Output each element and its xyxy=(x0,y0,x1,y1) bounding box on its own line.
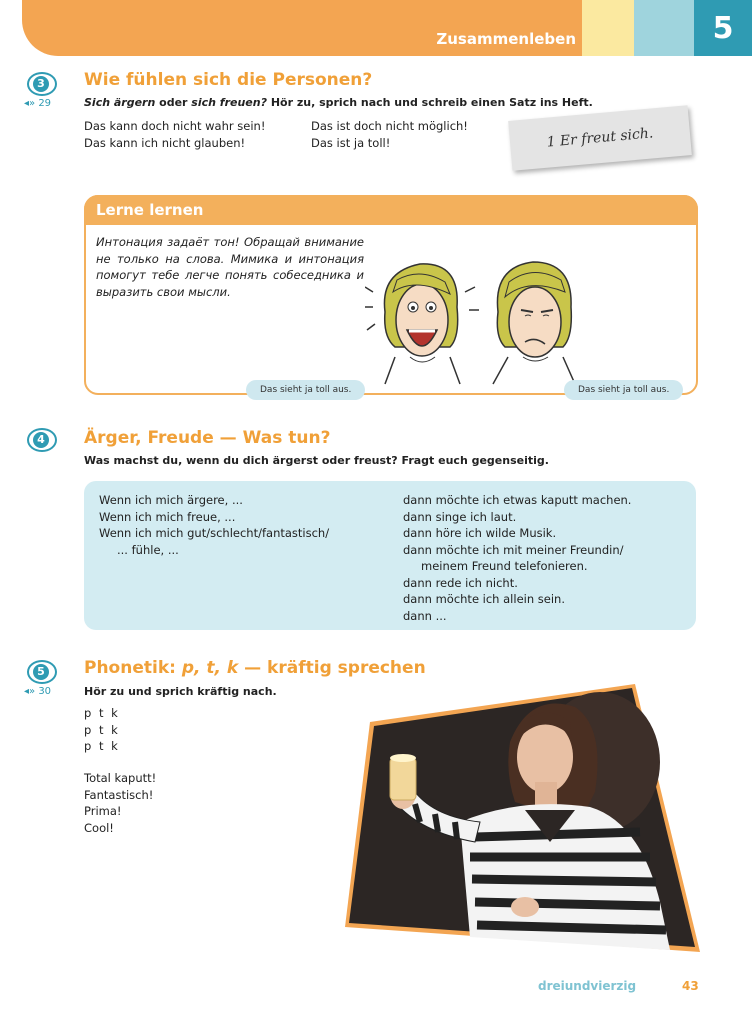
exercise-badge-3: 3 xyxy=(27,72,57,96)
exercise-5-instruction: Hör zu und sprich kräftig nach. xyxy=(84,685,277,698)
lerne-lernen-text: Интонация задаёт тон! Обращай внимание не только на слова. Мимика и интонация помогут тебе легче понять собеседника и выразить свои мысли. xyxy=(96,235,364,299)
exercise-3-title: Wie fühlen sich die Personen? xyxy=(84,70,373,90)
header-accent-teal xyxy=(634,0,694,56)
exercise-4-instruction: Was machst du, wenn du dich ärgerst oder freust? Fragt euch gegenseitig. xyxy=(84,454,549,467)
exercise-badge-4: 4 xyxy=(27,428,57,452)
lerne-lernen-title: Lerne lernen xyxy=(96,201,204,219)
header-accent-yellow xyxy=(582,0,634,56)
ptk-drill: p t k p t k p t k xyxy=(84,706,120,753)
example-note: 1 Er freut sich. xyxy=(508,105,692,170)
exercise-badge-5: 5 xyxy=(27,660,57,684)
exercise-4-title: Ärger, Freude — Was tun? xyxy=(84,428,331,448)
chapter-number: 5 xyxy=(694,0,752,56)
speech-bubble-right: Das sieht ja toll aus. xyxy=(564,380,683,400)
happy-face-icon xyxy=(365,264,479,384)
exercise-3-left-phrases: Das kann doch nicht wahr sein! Das kann ich nicht glauben! xyxy=(84,119,266,150)
exercise-3-instruction: Sich ärgern oder sich freuen? Hör zu, sprich nach und schreib einen Satz ins Heft. xyxy=(84,96,593,109)
section-title: Zusammenleben xyxy=(436,30,576,48)
photo-woman-with-glass xyxy=(340,682,702,962)
phonetic-words: Total kaputt! Fantastisch! Prima! Cool! xyxy=(84,771,157,835)
audio-track-29: ◂» 29 xyxy=(24,98,52,109)
cartoon-faces-illustration xyxy=(365,252,585,387)
exercise-4-right-column: dann möchte ich etwas kaputt machen. dann singe ich laut. dann höre ich wilde Musik. dann möchte ich mit meiner Freundin/ meinem Freund telefonieren. dann rede ich nicht. dann möchte ich allein sein. dann ... xyxy=(403,493,632,623)
page-number: 43 xyxy=(682,979,699,993)
page-number-word: dreiundvierzig xyxy=(538,979,637,993)
exercise-5-title: Phonetik: p, t, k — kräftig sprechen xyxy=(84,658,426,678)
audio-track-30: ◂» 30 xyxy=(24,686,52,697)
annoyed-face-icon xyxy=(493,262,575,384)
speech-bubble-left: Das sieht ja toll aus. xyxy=(246,380,365,400)
exercise-4-left-column: Wenn ich mich ärgere, ... Wenn ich mich freue, ... Wenn ich mich gut/schlecht/fantastisch/ ... fühle, ... xyxy=(99,493,330,557)
exercise-3-right-phrases: Das ist doch nicht möglich! Das ist ja toll! xyxy=(311,119,468,150)
